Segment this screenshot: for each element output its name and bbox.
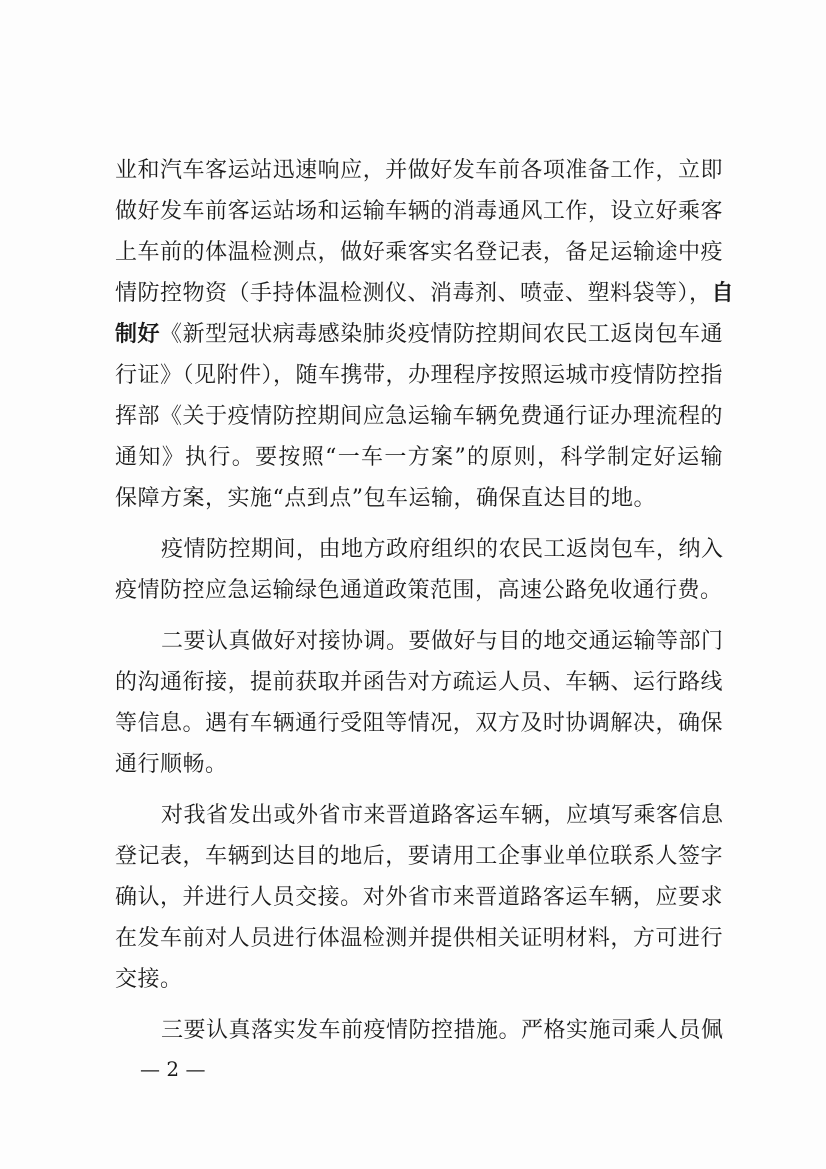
text-line: 在发车前对人员进行体温检测并提供相关证明材料，方可进行: [115, 926, 723, 951]
text-segment: 《新型冠状病毒感染肺炎疫情防控期间农民工返岗包车通: [160, 322, 723, 347]
page-number: — 2 —: [140, 1057, 206, 1081]
paragraph-3: [115, 621, 723, 785]
text-line: 的沟通衔接，提前获取并函告对方疏运人员、车辆、运行路线: [115, 670, 723, 695]
text-line: 上车前的体温检测点，做好乘客实名登记表，备足运输途中疫: [115, 240, 723, 265]
text-line: 保障方案，实施“点到点”包车运输，确保直达目的地。: [115, 486, 656, 511]
text-line: 三要认真落实发车前疫情防控措施。严格实施司乘人员佩: [161, 1018, 724, 1043]
paragraph-2: [115, 529, 723, 611]
bold-text-segment: 制好: [115, 321, 161, 347]
text-line: 确认，并进行人员交接。对外省市来晋道路客运车辆，应要求: [115, 885, 723, 910]
text-line: 做好发车前客运站场和运输车辆的消毒通风工作，设立好乘客: [115, 199, 723, 224]
text-line: 对我省发出或外省市来晋道路客运车辆，应填写乘客信息: [161, 803, 724, 828]
text-line: 行证》（见附件），随车携带，办理程序按照运城市疫情防控指: [115, 363, 724, 388]
text-line: 通行顺畅。: [115, 752, 228, 777]
text-line: 二要认真做好对接协调。要做好与目的地交通运输等部门: [161, 629, 724, 654]
text-line: 登记表，车辆到达目的地后，要请用工企事业单位联系人签字: [115, 844, 723, 869]
paragraph-5: [115, 1010, 723, 1051]
text-segment: 情防控物资（手持体温检测仪、消毒剂、喷壶、塑料袋等），: [115, 281, 712, 306]
text-line: 业和汽车客运站迅速响应，并做好发车前各项准备工作，立即: [115, 158, 723, 183]
paragraph-1: [115, 150, 735, 519]
paragraph-4: [115, 795, 723, 1000]
text-line: 疫情防控期间，由地方政府组织的农民工返岗包车，纳入: [161, 537, 724, 562]
document-body: [115, 150, 735, 1061]
text-line-with-bold-start: [115, 314, 723, 355]
text-line: 等信息。遇有车辆通行受阻等情况，双方及时协调解决，确保: [115, 711, 723, 736]
text-line: 疫情防控应急运输绿色通道政策范围，高速公路免收通行费。: [115, 578, 723, 603]
text-line: 交接。: [115, 967, 183, 992]
text-line-with-bold-end: [115, 273, 735, 314]
text-line: 挥部《关于疫情防控期间应急运输车辆免费通行证办理流程的: [115, 404, 723, 429]
text-line: 通知》执行。要按照“一车一方案”的原则，科学制定好运输: [115, 445, 723, 470]
bold-text-segment: 自: [711, 280, 735, 306]
